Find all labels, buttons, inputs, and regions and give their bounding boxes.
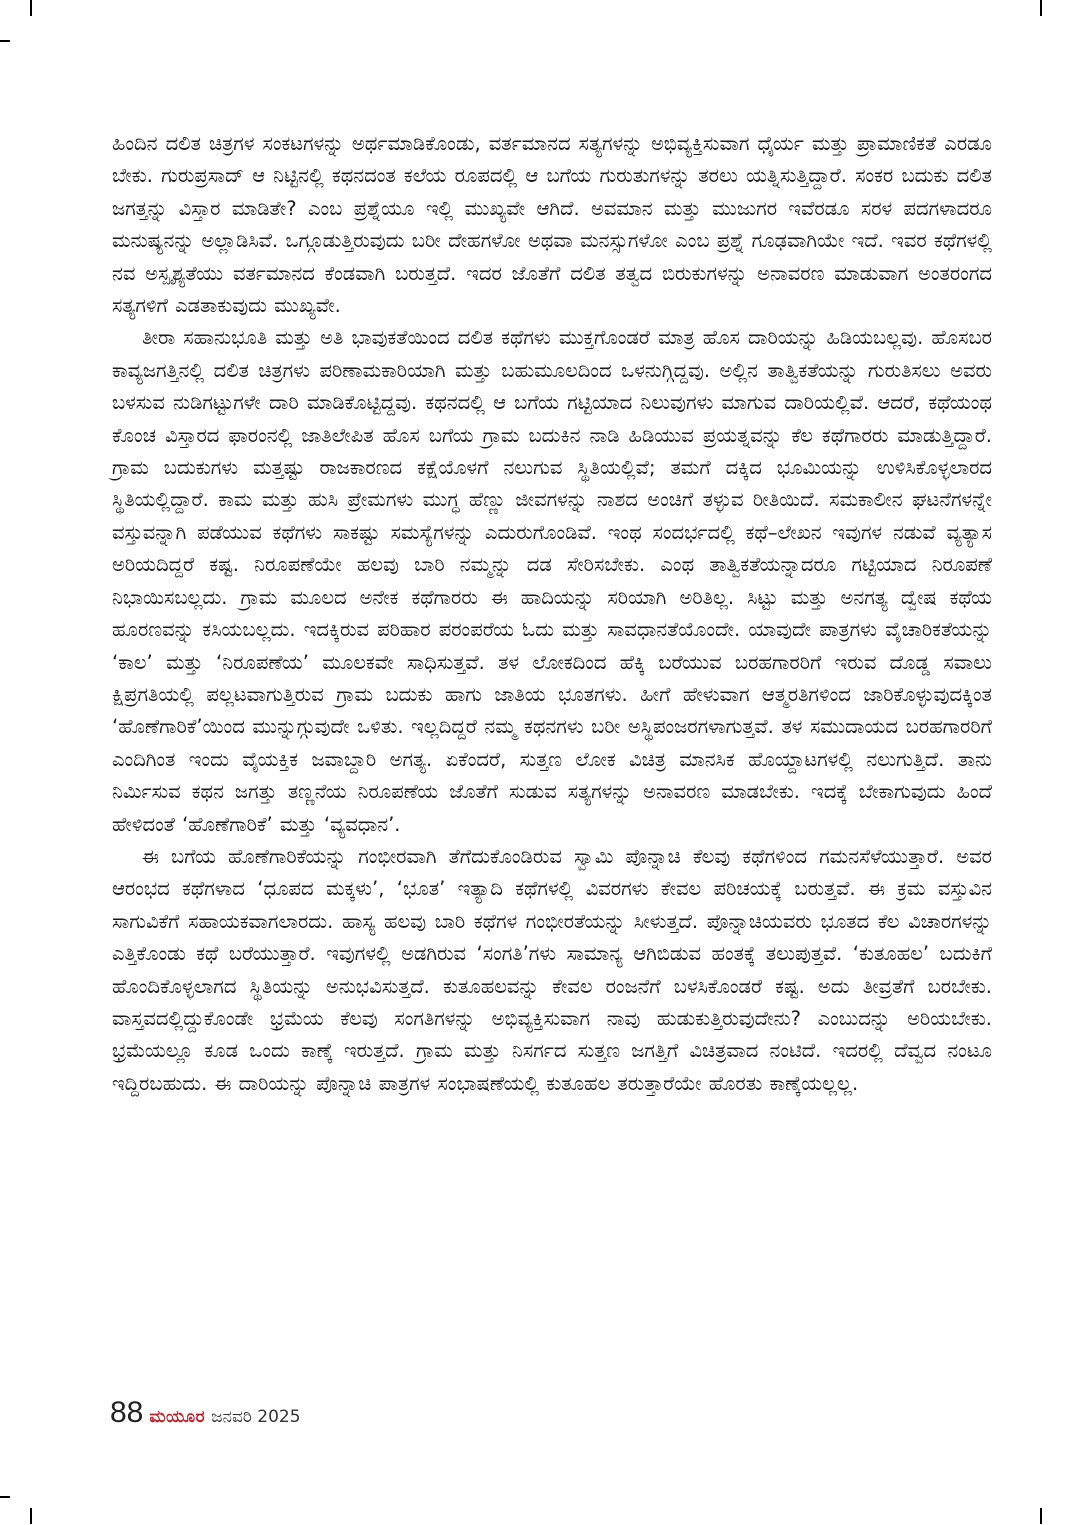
magazine-logo: ಮಯೂರ [149,1407,206,1427]
issue-date: ಜನವರಿ 2025 [211,1407,301,1427]
page-footer [110,1396,301,1436]
crop-mark-bottom-left [30,1508,32,1524]
article-paragraph: ಹಿಂದಿನ ದಲಿತ ಚಿತ್ರಗಳ ಸಂಕಟಗಳನ್ನು ಅರ್ಥಮಾಡಿಕೊಂಡು, ವರ್ತಮಾನದ ಸತ್ಯಗಳನ್ನು ಅಭಿವ್ಯಕ್ತಿಸುವಾಗ ಧೈರ್ಯ ಮತ್ತು ಪ್ರಾಮಾಣಿಕತೆ ಎರಡೂ ಬೇಕು. ಗುರುಪ್ರಸಾದ್ ಆ ನಿಟ್ಟಿನಲ್ಲಿ ಕಥನದಂತ ಕಲೆಯ ರೂಪದಲ್ಲಿ ಆ ಬಗೆಯ ಗುರುತುಗಳನ್ನು ತರಲು ಯತ್ನಿಸುತ್ತಿದ್ದಾರೆ. ಸಂಕರ ಬದುಕು ದಲಿತ ಜಗತ್ತನ್ನು ವಿಸ್ತಾರ ಮಾಡಿತೇ? ಎಂಬ ಪ್ರಶ್ನೆಯೂ ಇಲ್ಲಿ ಮುಖ್ಯವೇ ಆಗಿದೆ. ಅವಮಾನ ಮತ್ತು ಮುಜುಗರ ಇವೆರಡೂ ಸರಳ ಪದಗಳಾದರೂ ಮನುಷ್ಯನನ್ನು ಅಲ್ಲಾಡಿಸಿವೆ. ಒಗ್ಗೂಡುತ್ತಿರುವುದು ಬರೀ ದೇಹಗಳೋ ಅಥವಾ ಮನಸ್ಸುಗಳೋ ಎಂಬ ಪ್ರಶ್ನೆ ಗೂಢವಾಗಿಯೇ ಇದೆ. ಇವರ ಕಥೆಗಳಲ್ಲಿ ನವ ಅಸ್ಪೃಶ್ಯತೆಯು ವರ್ತಮಾನದ ಕೆಂಡವಾಗಿ ಬರುತ್ತದೆ. ಇದರ ಜೊತೆಗೆ ದಲಿತ ತತ್ವದ ಬಿರುಕುಗಳನ್ನು ಅನಾವರಣ ಮಾಡುವಾಗ ಅಂತರಂಗದ ಸತ್ಯಗಳಿಗೆ ಎಡತಾಕುವುದು ಮುಖ್ಯವೇ. [112,132,992,318]
crop-mark-bottom-left-h [0,1496,10,1498]
article-paragraph: ಈ ಬಗೆಯ ಹೊಣೆಗಾರಿಕೆಯನ್ನು ಗಂಭೀರವಾಗಿ ತೆಗೆದುಕೊಂಡಿರುವ ಸ್ವಾಮಿ ಪೊನ್ನಾಚಿ ಕೆಲವು ಕಥೆಗಳಿಂದ ಗಮನಸೆಳೆಯುತ್ತಾರೆ. ಅವರ ಆರಂಭದ ಕಥೆಗಳಾದ ‘ಧೂಪದ ಮಕ್ಕಳು’, ‘ಭೂತ’ ಇತ್ಯಾದಿ ಕಥೆಗಳಲ್ಲಿ ವಿವರಗಳು ಕೇವಲ ಪರಿಚಯಕ್ಕೆ ಬರುತ್ತವೆ. ಈ ಕ್ರಮ ವಸ್ತುವಿನ ಸಾಗುವಿಕೆಗೆ ಸಹಾಯಕವಾಗಲಾರದು. ಹಾಸ್ಯ ಹಲವು ಬಾರಿ ಕಥೆಗಳ ಗಂಭೀರತೆಯನ್ನು ಸೀಳುತ್ತದೆ. ಪೊನ್ನಾಚಿಯವರು ಭೂತದ ಕೆಲ ವಿಚಾರಗಳನ್ನು ಎತ್ತಿಕೊಂಡು ಕಥೆ ಬರೆಯುತ್ತಾರೆ. ಇವುಗಳಲ್ಲಿ ಅಡಗಿರುವ ‘ಸಂಗತಿ’ಗಳು ಸಾಮಾನ್ಯ ಆಗಿಬಿಡುವ ಹಂತಕ್ಕೆ ತಲುಪುತ್ತವೆ. ‘ಕುತೂಹಲ’ ಬದುಕಿಗೆ ಹೊಂದಿಕೊಳ್ಳಲಾಗದ ಸ್ಥಿತಿಯನ್ನು ಅನುಭವಿಸುತ್ತದೆ. ಕುತೂಹಲವನ್ನು ಕೇವಲ ರಂಜನೆಗೆ ಬಳಸಿಕೊಂಡರೆ ಕಷ್ಟ. ಅದು ತೀವ್ರತೆಗೆ ಬರಬೇಕು. ವಾಸ್ತವದಲ್ಲಿದ್ದುಕೊಂಡೇ ಭ್ರಮೆಯ ಕೆಲವು ಸಂಗತಿಗಳನ್ನು ಅಭಿವ್ಯಕ್ತಿಸುವಾಗ ನಾವು ಹುಡುಕುತ್ತಿರುವುದೇನು? ಎಂಬುದನ್ನು ಅರಿಯಬೇಕು. ಭ್ರಮೆಯಲ್ಲೂ ಕೂಡ ಒಂದು ಕಾಣ್ಕೆ ಇರುತ್ತದೆ. ಗ್ರಾಮ ಮತ್ತು ನಿಸರ್ಗದ ಸುತ್ತಣ ಜಗತ್ತಿಗೆ ವಿಚಿತ್ರವಾದ ನಂಟಿದೆ. ಇದರಲ್ಲಿ ದೆವ್ವದ ನಂಟೂ ಇದ್ದಿರಬಹುದು. ಈ ದಾರಿಯನ್ನು ಪೊನ್ನಾಚಿ ಪಾತ್ರಗಳ ಸಂಭಾಷಣೆಯಲ್ಲಿ ಕುತೂಹಲ ತರುತ್ತಾರೆಯೇ ಹೊರತು ಕಾಣ್ಕೆಯಲ್ಲಲ್ಲ. [112,844,992,1095]
crop-mark-top-left [30,0,32,16]
crop-mark-top-right [1040,0,1042,16]
crop-mark-bottom-right [1040,1508,1042,1524]
article-paragraph: ತೀರಾ ಸಹಾನುಭೂತಿ ಮತ್ತು ಅತಿ ಭಾವುಕತೆಯಿಂದ ದಲಿತ ಕಥೆಗಳು ಮುಕ್ತಗೊಂಡರೆ ಮಾತ್ರ ಹೊಸ ದಾರಿಯನ್ನು ಹಿಡಿಯಬಲ್ಲವು. ಹೊಸಬರ ಕಾವ್ಯಜಗತ್ತಿನಲ್ಲಿ ದಲಿತ ಚಿತ್ರಗಳು ಪರಿಣಾಮಕಾರಿಯಾಗಿ ಮತ್ತು ಬಹುಮೂಲದಿಂದ ಒಳನುಗ್ಗಿದ್ದವು. ಅಲ್ಲಿನ ತಾತ್ವಿಕತೆಯನ್ನು ಗುರುತಿಸಲು ಅವರು ಬಳಸುವ ನುಡಿಗಟ್ಟುಗಳೇ ದಾರಿ ಮಾಡಿಕೊಟ್ಟಿದ್ದವು. ಕಥನದಲ್ಲಿ ಆ ಬಗೆಯ ಗಟ್ಟಿಯಾದ ನಿಲುವುಗಳು ಮಾಗುವ ದಾರಿಯಲ್ಲಿವೆ. ಆದರೆ, ಕಥೆಯಂಥ ಕೊಂಚ ವಿಸ್ತಾರದ ಫಾರಂನಲ್ಲಿ ಜಾತಿಲೇಪಿತ ಹೊಸ ಬಗೆಯ ಗ್ರಾಮ ಬದುಕಿನ ನಾಡಿ ಹಿಡಿಯುವ ಪ್ರಯತ್ನವನ್ನು ಕೆಲ ಕಥೆಗಾರರು ಮಾಡುತ್ತಿದ್ದಾರೆ. ಗ್ರಾಮ ಬದುಕುಗಳು ಮತ್ತಷ್ಟು ರಾಜಕಾರಣದ ಕಕ್ಷೆಯೊಳಗೆ ನಲುಗುವ ಸ್ಥಿತಿಯಲ್ಲಿವೆ; ತಮಗೆ ದಕ್ಕಿದ ಭೂಮಿಯನ್ನು ಉಳಿಸಿಕೊಳ್ಳಲಾರದ ಸ್ಥಿತಿಯಲ್ಲಿದ್ದಾರೆ. ಕಾಮ ಮತ್ತು ಹುಸಿ ಪ್ರೇಮಗಳು ಮುಗ್ಧ ಹೆಣ್ಣು ಜೀವಗಳನ್ನು ನಾಶದ ಅಂಚಿಗೆ ತಳ್ಳುವ ರೀತಿಯಿದೆ. ಸಮಕಾಲೀನ ಘಟನೆಗಳನ್ನೇ ವಸ್ತುವನ್ನಾಗಿ ಪಡೆಯುವ ಕಥೆಗಳು ಸಾಕಷ್ಟು ಸಮಸ್ಯೆಗಳನ್ನು ಎದುರುಗೊಂಡಿವೆ. ಇಂಥ ಸಂದರ್ಭದಲ್ಲಿ ಕಥೆ–ಲೇಖನ ಇವುಗಳ ನಡುವೆ ವ್ಯತ್ಯಾಸ ಅರಿಯದಿದ್ದರೆ ಕಷ್ಟ. ನಿರೂಪಣೆಯೇ ಹಲವು ಬಾರಿ ನಮ್ಮನ್ನು ದಡ ಸೇರಿಸಬೇಕು. ಎಂಥ ತಾತ್ವಿಕತೆಯನ್ನಾದರೂ ಗಟ್ಟಿಯಾದ ನಿರೂಪಣೆ ನಿಭಾಯಿಸಬಲ್ಲದು. ಗ್ರಾಮ ಮೂಲದ ಅನೇಕ ಕಥೆಗಾರರು ಈ ಹಾದಿಯನ್ನು ಸರಿಯಾಗಿ ಅರಿತಿಲ್ಲ. ಸಿಟ್ಟು ಮತ್ತು ಅನಗತ್ಯ ದ್ವೇಷ ಕಥೆಯ ಹೂರಣವನ್ನು ಕಸಿಯಬಲ್ಲದು. ಇದಕ್ಕಿರುವ ಪರಿಹಾರ ಪರಂಪರೆಯ ಓದು ಮತ್ತು ಸಾವಧಾನತೆಯೊಂದೇ. ಯಾವುದೇ ಪಾತ್ರಗಳು ವೈಚಾರಿಕತೆಯನ್ನು ‘ಕಾಲ’ ಮತ್ತು ‘ನಿರೂಪಣೆಯ’ ಮೂಲಕವೇ ಸಾಧಿಸುತ್ತವೆ. ತಳ ಲೋಕದಿಂದ ಹೆಕ್ಕಿ ಬರೆಯುವ ಬರಹಗಾರರಿಗೆ ಇರುವ ದೊಡ್ಡ ಸವಾಲು ಕ್ಷಿಪ್ರಗತಿಯಲ್ಲಿ ಪಲ್ಲಟವಾಗುತ್ತಿರುವ ಗ್ರಾಮ ಬದುಕು ಹಾಗು ಜಾತಿಯ ಭೂತಗಳು. ಹೀಗೆ ಹೇಳುವಾಗ ಆತ್ಮರತಿಗಳಿಂದ ಜಾರಿಕೊಳ್ಳುವುದಕ್ಕಿಂತ ‘ಹೊಣೆಗಾರಿಕೆ’ಯಿಂದ ಮುನ್ನುಗ್ಗುವುದೇ ಒಳಿತು. ಇಲ್ಲದಿದ್ದರೆ ನಮ್ಮ ಕಥನಗಳು ಬರೀ ಅಸ್ಥಿಪಂಜರಗಳಾಗುತ್ತವೆ. ತಳ ಸಮುದಾಯದ ಬರಹಗಾರರಿಗೆ ಎಂದಿಗಿಂತ ಇಂದು ವೈಯಕ್ತಿಕ ಜವಾಬ್ದಾರಿ ಅಗತ್ಯ. ಏಕೆಂದರೆ, ಸುತ್ತಣ ಲೋಕ ವಿಚಿತ್ರ ಮಾನಸಿಕ ಹೊಯ್ದಾಟಗಳಲ್ಲಿ ನಲುಗುತ್ತಿದೆ. ತಾನು ನಿರ್ಮಿಸುವ ಕಥನ ಜಗತ್ತು ತಣ್ಣನೆಯ ನಿರೂಪಣೆಯ ಜೊತೆಗೆ ಸುಡುವ ಸತ್ಯಗಳನ್ನು ಅನಾವರಣ ಮಾಡಬೇಕು. ಇದಕ್ಕೆ ಬೇಕಾಗುವುದು ಹಿಂದೆ ಹೇಳಿದಂತೆ ‘ಹೊಣೆಗಾರಿಕೆ’ ಮತ್ತು ‘ವ್ಯವಧಾನ’. [112,326,992,836]
page-number: 88 [110,1396,144,1429]
article-body [112,128,992,1100]
crop-mark-top-left-h [0,40,10,42]
